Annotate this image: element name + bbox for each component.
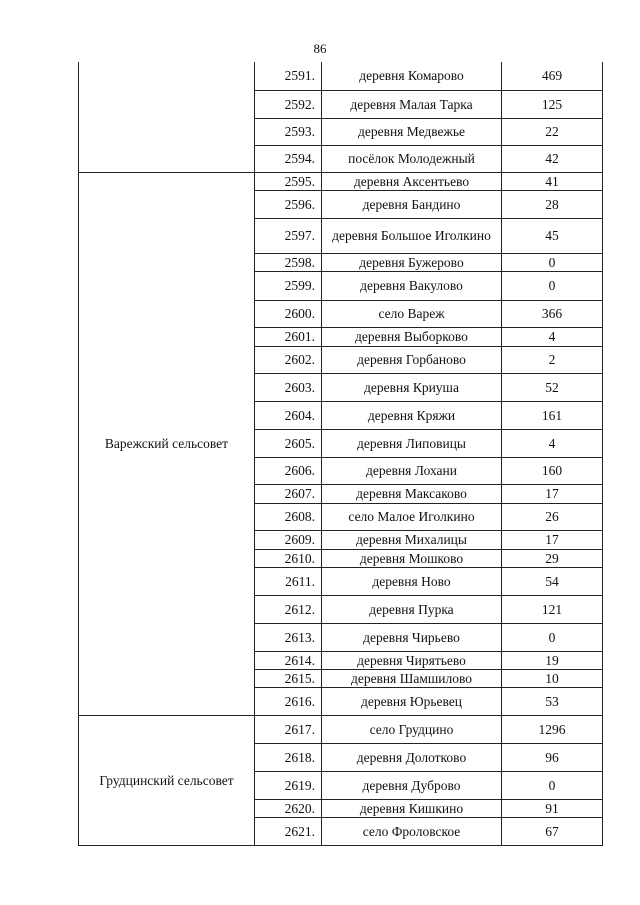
council-cell: Варежский сельсовет xyxy=(79,172,255,715)
population-cell: 0 xyxy=(502,771,603,799)
population-cell: 1296 xyxy=(502,715,603,743)
settlement-name-cell: деревня Чирятьево xyxy=(322,651,502,669)
settlement-name-cell: деревня Бандино xyxy=(322,190,502,218)
settlement-name-cell: деревня Пурка xyxy=(322,595,502,623)
row-number-cell: 2616. xyxy=(255,687,322,715)
settlement-name-cell: деревня Горбаново xyxy=(322,346,502,373)
settlement-name-cell: село Малое Иголкино xyxy=(322,503,502,530)
settlements-table xyxy=(78,62,603,846)
row-number-cell: 2609. xyxy=(255,530,322,549)
population-cell: 42 xyxy=(502,145,603,172)
row-number-cell: 2617. xyxy=(255,715,322,743)
settlement-name-cell: село Фроловское xyxy=(322,817,502,845)
population-cell: 0 xyxy=(502,623,603,651)
settlements-table-body xyxy=(79,62,603,845)
settlement-name-cell: деревня Юрьевец xyxy=(322,687,502,715)
population-cell: 19 xyxy=(502,651,603,669)
settlement-name-cell: деревня Криуша xyxy=(322,373,502,401)
row-number-cell: 2600. xyxy=(255,300,322,327)
settlement-name-cell: деревня Лохани xyxy=(322,457,502,484)
settlement-name-cell: деревня Долотково xyxy=(322,743,502,771)
row-number-cell: 2613. xyxy=(255,623,322,651)
population-cell: 121 xyxy=(502,595,603,623)
population-cell: 0 xyxy=(502,253,603,271)
settlement-name-cell: деревня Большое Иголкино xyxy=(322,218,502,253)
settlement-name-cell: деревня Кишкино xyxy=(322,799,502,817)
population-cell: 0 xyxy=(502,271,603,300)
row-number-cell: 2595. xyxy=(255,172,322,190)
population-cell: 160 xyxy=(502,457,603,484)
population-cell: 161 xyxy=(502,401,603,429)
population-cell: 28 xyxy=(502,190,603,218)
row-number-cell: 2614. xyxy=(255,651,322,669)
table-row xyxy=(79,172,603,190)
row-number-cell: 2621. xyxy=(255,817,322,845)
settlement-name-cell: деревня Чирьево xyxy=(322,623,502,651)
settlement-name-cell: деревня Михалицы xyxy=(322,530,502,549)
population-cell: 4 xyxy=(502,429,603,457)
row-number-cell: 2602. xyxy=(255,346,322,373)
population-cell: 2 xyxy=(502,346,603,373)
settlement-name-cell: деревня Малая Тарка xyxy=(322,90,502,118)
population-cell: 53 xyxy=(502,687,603,715)
row-number-cell: 2599. xyxy=(255,271,322,300)
table-row xyxy=(79,62,603,90)
population-cell: 366 xyxy=(502,300,603,327)
row-number-cell: 2601. xyxy=(255,327,322,346)
row-number-cell: 2596. xyxy=(255,190,322,218)
population-cell: 54 xyxy=(502,567,603,595)
row-number-cell: 2611. xyxy=(255,567,322,595)
population-cell: 91 xyxy=(502,799,603,817)
population-cell: 67 xyxy=(502,817,603,845)
row-number-cell: 2608. xyxy=(255,503,322,530)
row-number-cell: 2615. xyxy=(255,669,322,687)
row-number-cell: 2618. xyxy=(255,743,322,771)
population-cell: 17 xyxy=(502,530,603,549)
settlement-name-cell: село Грудцино xyxy=(322,715,502,743)
row-number-cell: 2605. xyxy=(255,429,322,457)
population-cell: 52 xyxy=(502,373,603,401)
row-number-cell: 2610. xyxy=(255,549,322,567)
settlement-name-cell: деревня Аксентьево xyxy=(322,172,502,190)
population-cell: 17 xyxy=(502,484,603,503)
settlement-name-cell: деревня Выборково xyxy=(322,327,502,346)
settlement-name-cell: деревня Мошково xyxy=(322,549,502,567)
population-cell: 45 xyxy=(502,218,603,253)
settlement-name-cell: деревня Липовицы xyxy=(322,429,502,457)
settlement-name-cell: деревня Шамшилово xyxy=(322,669,502,687)
row-number-cell: 2619. xyxy=(255,771,322,799)
settlement-name-cell: деревня Медвежье xyxy=(322,118,502,145)
row-number-cell: 2592. xyxy=(255,90,322,118)
row-number-cell: 2593. xyxy=(255,118,322,145)
row-number-cell: 2607. xyxy=(255,484,322,503)
council-cell xyxy=(79,62,255,172)
settlement-name-cell: деревня Дуброво xyxy=(322,771,502,799)
page-number: 86 xyxy=(313,41,327,56)
settlement-name-cell: деревня Бужерово xyxy=(322,253,502,271)
row-number-cell: 2597. xyxy=(255,218,322,253)
settlement-name-cell: деревня Комарово xyxy=(322,62,502,90)
row-number-cell: 2606. xyxy=(255,457,322,484)
settlement-name-cell: деревня Максаково xyxy=(322,484,502,503)
table-row xyxy=(79,715,603,743)
population-cell: 96 xyxy=(502,743,603,771)
row-number-cell: 2604. xyxy=(255,401,322,429)
row-number-cell: 2591. xyxy=(255,62,322,90)
population-cell: 125 xyxy=(502,90,603,118)
population-cell: 26 xyxy=(502,503,603,530)
population-cell: 469 xyxy=(502,62,603,90)
settlement-name-cell: деревня Ново xyxy=(322,567,502,595)
population-cell: 29 xyxy=(502,549,603,567)
population-cell: 22 xyxy=(502,118,603,145)
settlement-name-cell: село Вареж xyxy=(322,300,502,327)
population-cell: 4 xyxy=(502,327,603,346)
row-number-cell: 2612. xyxy=(255,595,322,623)
row-number-cell: 2603. xyxy=(255,373,322,401)
row-number-cell: 2598. xyxy=(255,253,322,271)
council-cell: Грудцинский сельсовет xyxy=(79,715,255,845)
settlement-name-cell: деревня Вакулово xyxy=(322,271,502,300)
population-cell: 10 xyxy=(502,669,603,687)
row-number-cell: 2620. xyxy=(255,799,322,817)
row-number-cell: 2594. xyxy=(255,145,322,172)
population-cell: 41 xyxy=(502,172,603,190)
settlement-name-cell: деревня Кряжи xyxy=(322,401,502,429)
settlement-name-cell: посёлок Молодежный xyxy=(322,145,502,172)
